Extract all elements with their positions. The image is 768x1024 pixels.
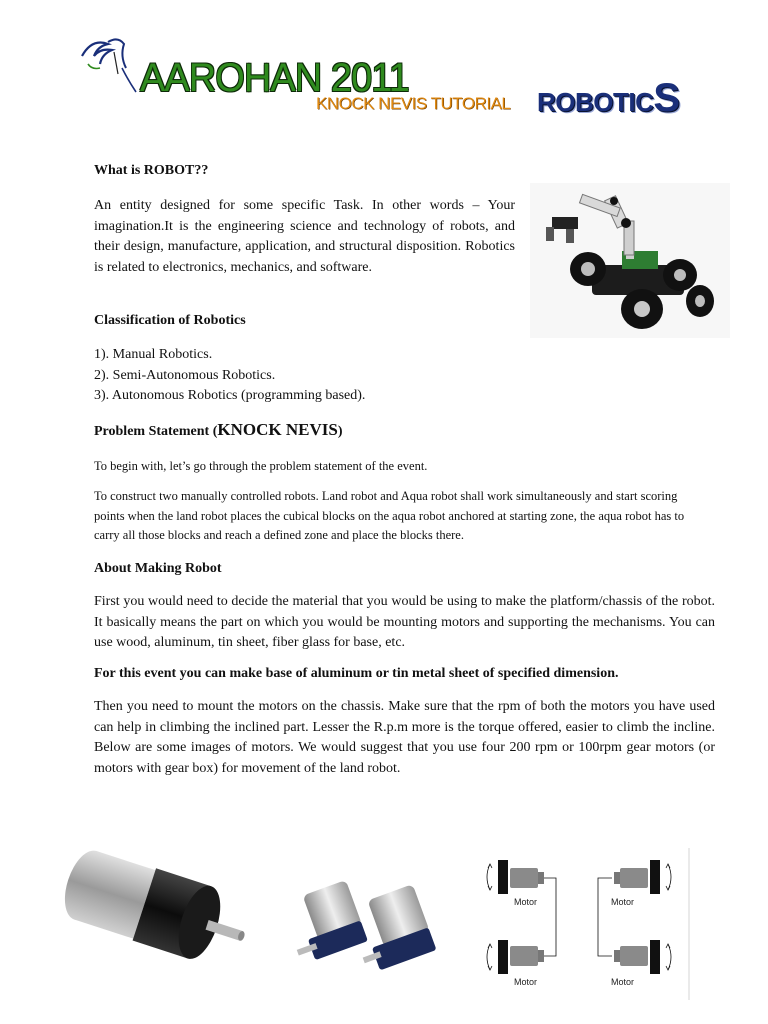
event-subtitle: KNOCK NEVIS TUTORIAL <box>316 94 511 113</box>
problem-heading-event-name: KNOCK NEVIS <box>217 420 338 439</box>
section-heading-what-is-robot: What is ROBOT?? <box>94 163 209 178</box>
motor-mounting-paragraph: Then you need to mount the motors on the chassis. Make sure that the rpm of both the motors you have used can help in climbing the inclined part. Lesser the R.p.m more is the torque offered, easier to climb the incline. Below are some images of motors. We would suggest that you use four 200 rpm or 100rpm gear motors (or motors with gear box) for movement of the land robot. <box>94 699 715 776</box>
problem-intro-paragraph: To begin with, let’s go through the problem statement of the event. <box>94 459 428 473</box>
motor-label: Motor <box>611 897 635 907</box>
robot-arm-vehicle-image <box>530 183 730 338</box>
what-is-robot-paragraph: An entity designed for some specific Task. In other words – Your imagination.It is the engineering science and technology of robots, and their design, manufacture, application, and structural disposition. Robotics is related to electronics, mechanics, and software. <box>94 198 515 275</box>
motor-label: Motor <box>611 977 635 987</box>
motor-label: Motor <box>514 897 538 907</box>
chassis-material-paragraph: First you would need to decide the material that you would be using to make the platform/chassis of the robot. It basically means the part on which you would be mounting motors and supporting the mechanisms. You can use wood, aluminum, tin sheet, fiber glass for base, etc. <box>94 594 715 650</box>
section-heading-about-making-robot: About Making Robot <box>94 561 222 576</box>
problem-heading-prefix: Problem Statement ( <box>94 424 218 439</box>
aarohan-bird-logo-icon <box>78 34 144 94</box>
section-heading-problem-statement <box>94 421 342 441</box>
robotics-logo <box>537 76 680 120</box>
problem-heading-suffix: ) <box>337 424 343 439</box>
list-item: 2). Semi-Autonomous Robotics. <box>94 367 276 383</box>
motor-bottom-right <box>614 940 671 974</box>
problem-statement-paragraph: To construct two manually controlled robots. Land robot and Aqua robot shall work simultaneously and start scoring points when the land robot places the cubical blocks on the aqua robot anchored at starting zone, the aqua robot has to carry all those blocks and reach a defined zone and place the blocks there. <box>94 489 685 542</box>
motor-top-right <box>614 860 671 894</box>
classification-list <box>94 345 514 407</box>
robotics-logo-final-letter: S <box>653 76 680 120</box>
motor-bottom-left <box>487 940 544 974</box>
list-item: 3). Autonomous Robotics (programming based). <box>94 388 366 403</box>
base-material-note: For this event you can make base of aluminum or tin metal sheet of specified dimension. <box>94 666 619 681</box>
motor-label: Motor <box>514 977 538 987</box>
small-gear-motors-image <box>283 870 448 980</box>
section-heading-classification: Classification of Robotics <box>94 313 246 328</box>
gear-motor-image <box>50 850 245 975</box>
robotics-logo-text: ROBOTIC <box>537 87 654 117</box>
motor-wiring-diagram <box>470 848 692 1000</box>
list-item: 1). Manual Robotics. <box>94 347 213 362</box>
event-title: AAROHAN 2011 <box>140 56 409 100</box>
motor-top-left <box>487 860 544 894</box>
